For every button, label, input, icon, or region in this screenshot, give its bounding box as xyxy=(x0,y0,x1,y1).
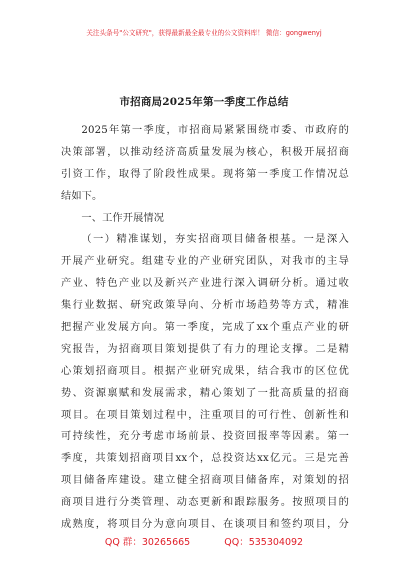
header-banner: 关注头条号"公文研究"，获得最新最全最专业的公文资料库！ 微信：gongwenyj xyxy=(86,29,322,37)
body-line: 产业、特色产业以及新兴产业进行深入调研分析。通过收 xyxy=(61,278,349,290)
body-line: 项目储备库建设。建立健全招商项目储备库，对策划的招 xyxy=(61,475,349,487)
body-line: （一）精准谋划，夯实招商项目储备根基。一是深入 xyxy=(81,234,349,246)
body-line: 2025年第一季度，市招商局紧紧围绕市委、市政府的 xyxy=(81,125,349,136)
body-line: 决策部署，以推动经济高质量发展为核心，积极开展招商 xyxy=(61,146,349,158)
body-line: 季度，共策划招商项目xx个，总投资达xx亿元。三是完善 xyxy=(61,453,349,465)
body-line: 把握产业发展方向。第一季度，完成了xx个重点产业的研 xyxy=(61,322,349,334)
body-line: 项目。在项目策划过程中，注重项目的可行性、创新性和 xyxy=(61,409,349,421)
footer-contact xyxy=(0,534,408,548)
footer-qq-number: QQ：535304092 xyxy=(224,537,304,548)
body-line: 心策划招商项目。根据产业研究成果，结合我市的区位优 xyxy=(61,365,349,377)
body-line: 开展产业研究。组建专业的产业研究团队，对我市的主导 xyxy=(61,256,349,268)
footer-qq-group: QQ 群：30265665 xyxy=(104,537,191,548)
body-line: 可持续性，充分考虑市场前景、投资回报率等因素。第一 xyxy=(61,431,349,443)
body-line: 成熟度，将项目分为意向项目、在谈项目和签约项目，分 xyxy=(61,519,349,531)
body-line: 引资工作，取得了阶段性成果。现将第一季度工作情况总 xyxy=(61,168,349,180)
document-body xyxy=(61,120,349,536)
document-title: 市招商局2025年第一季度工作总结 xyxy=(119,96,289,108)
body-line: 势、资源禀赋和发展需求，精心策划了一批高质量的招商 xyxy=(61,387,349,399)
section-heading: 一、工作开展情况 xyxy=(81,212,165,224)
body-line: 究报告，为招商项目策划提供了有力的理论支撑。二是精 xyxy=(61,343,349,355)
body-line: 结如下。 xyxy=(61,190,103,202)
body-line: 商项目进行分类管理、动态更新和跟踪服务。按照项目的 xyxy=(61,497,349,509)
body-line: 集行业数据、研究政策导向、分析市场趋势等方式，精准 xyxy=(61,300,349,312)
